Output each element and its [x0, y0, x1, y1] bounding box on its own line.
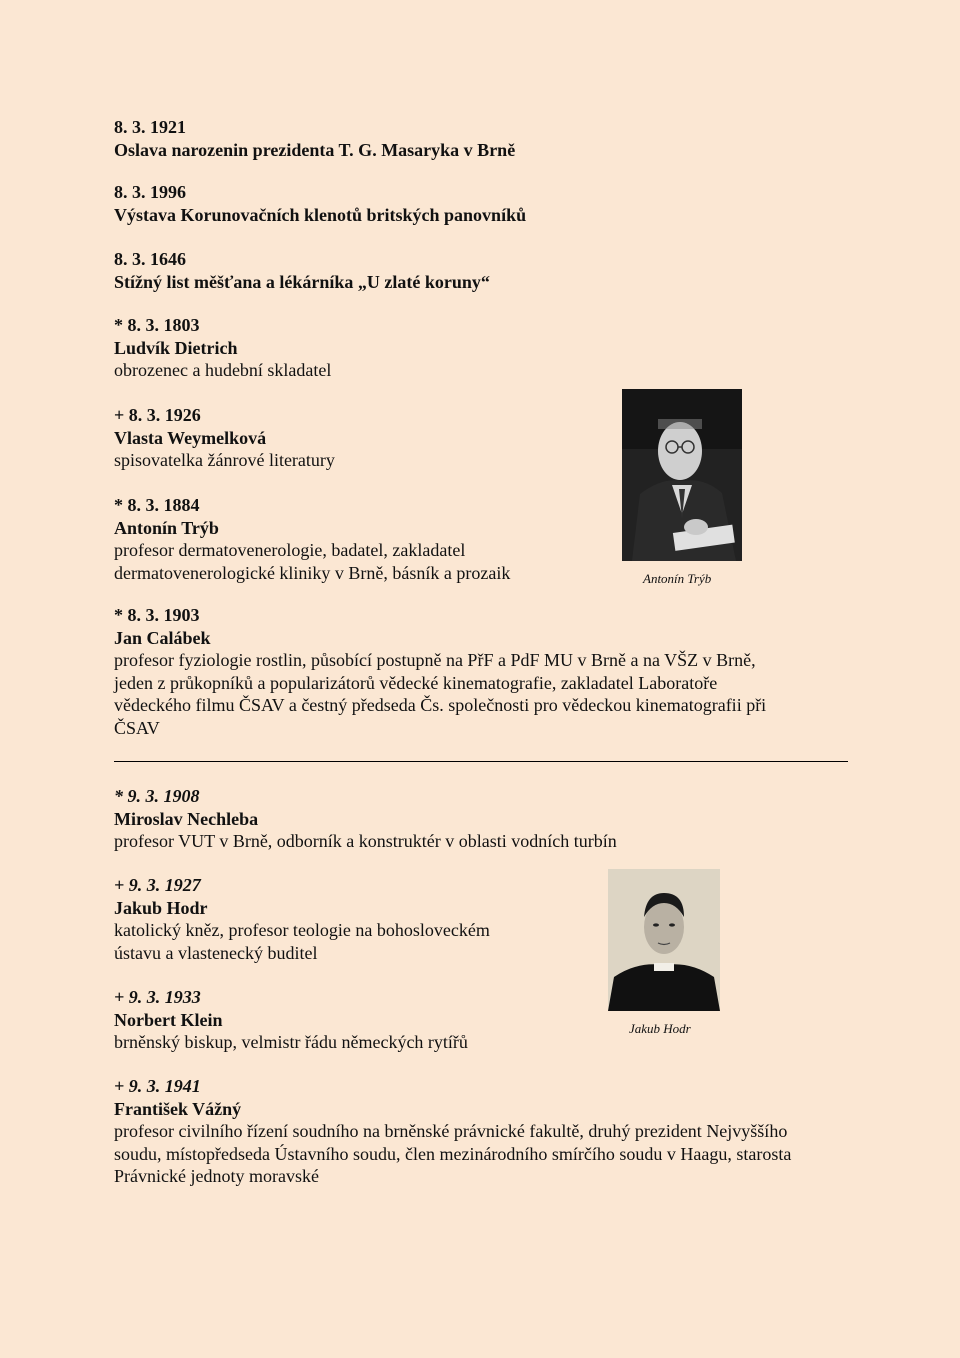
entry-1996 — [114, 181, 526, 226]
entry-date: + 8. 3. 1926 — [114, 405, 201, 425]
entry-1941 — [114, 1075, 791, 1188]
entry-title: Oslava narozenin prezidenta T. G. Masaryka v Brně — [114, 139, 516, 160]
entry-desc: profesor civilního řízení soudního na brněnské právnické fakultě, druhý prezident Nejvyššího — [114, 1121, 788, 1141]
entry-desc: Právnické jednoty moravské — [114, 1166, 319, 1186]
entry-name: Jan Calábek — [114, 627, 211, 648]
entry-desc: dermatovenerologické kliniky v Brně, básník a prozaik — [114, 562, 511, 583]
entry-1884 — [114, 494, 510, 584]
entry-1908 — [114, 785, 617, 853]
entry-desc: spisovatelka žánrové literatury — [114, 450, 335, 470]
entry-name: Miroslav Nechleba — [114, 808, 259, 829]
entry-date: + 9. 3. 1933 — [114, 987, 201, 1007]
entry-title: Výstava Korunovačních klenotů britských panovníků — [114, 204, 527, 225]
entry-title: Stížný list měšťana a lékárníka „U zlaté koruny“ — [114, 271, 490, 292]
entry-1803 — [114, 314, 331, 382]
entry-1927 — [114, 874, 490, 964]
entry-date: + 9. 3. 1941 — [114, 1076, 201, 1096]
entry-date: * 8. 3. 1903 — [114, 605, 200, 625]
entry-date: * 9. 3. 1908 — [114, 786, 200, 806]
entry-desc: profesor fyziologie rostlin, působící postupně na PřF a PdF MU v Brně a na VŠZ v Brně, — [114, 650, 756, 670]
entry-date: 8. 3. 1921 — [114, 117, 186, 137]
entry-date: * 8. 3. 1884 — [114, 495, 200, 515]
entry-date: 8. 3. 1996 — [114, 182, 186, 202]
entry-desc: katolický kněz, profesor teologie na bohosloveckém — [114, 920, 490, 940]
entry-name: Ludvík Dietrich — [114, 337, 238, 358]
entry-name: Jakub Hodr — [114, 897, 208, 918]
tryb-photo-caption: Antonín Trýb — [643, 571, 712, 586]
entry-desc: brněnský biskup, velmistr řádu německých rytířů — [114, 1032, 468, 1052]
entry-desc: profesor VUT v Brně, odborník a konstruktér v oblasti vodních turbín — [114, 831, 617, 851]
entry-1933 — [114, 986, 468, 1054]
entry-date: 8. 3. 1646 — [114, 249, 186, 269]
entry-desc: jeden z průkopníků a popularizátorů vědecké kinematografie, zakladatel Laboratoře — [114, 672, 718, 693]
entry-date: + 9. 3. 1927 — [114, 875, 201, 895]
entry-name: Norbert Klein — [114, 1009, 223, 1030]
entry-date: * 8. 3. 1803 — [114, 315, 200, 335]
hodr-photo-caption: Jakub Hodr — [629, 1021, 691, 1036]
entry-1926 — [114, 404, 335, 472]
entry-1921 — [114, 116, 515, 161]
entry-1903 — [114, 604, 766, 739]
entry-1646 — [114, 248, 490, 293]
entry-name: František Vážný — [114, 1098, 242, 1119]
entry-desc: soudu, místopředseda Ústavního soudu, člen mezinárodního smírčího soudu v Haagu, starosta — [114, 1143, 792, 1164]
entry-desc: obrozenec a hudební skladatel — [114, 360, 332, 380]
section-divider — [114, 761, 848, 762]
entry-desc: ČSAV — [114, 717, 160, 738]
entry-name: Antonín Trýb — [114, 517, 219, 538]
entry-desc: ústavu a vlastenecký buditel — [114, 942, 318, 963]
entry-desc: vědeckého filmu ČSAV a čestný předseda Čs. společnosti pro vědeckou kinematografii při — [114, 695, 767, 715]
tryb-portrait-photo — [622, 389, 742, 561]
hodr-portrait-photo — [608, 869, 720, 1011]
entry-desc: profesor dermatovenerologie, badatel, zakladatel — [114, 540, 466, 560]
entry-name: Vlasta Weymelková — [114, 427, 267, 448]
